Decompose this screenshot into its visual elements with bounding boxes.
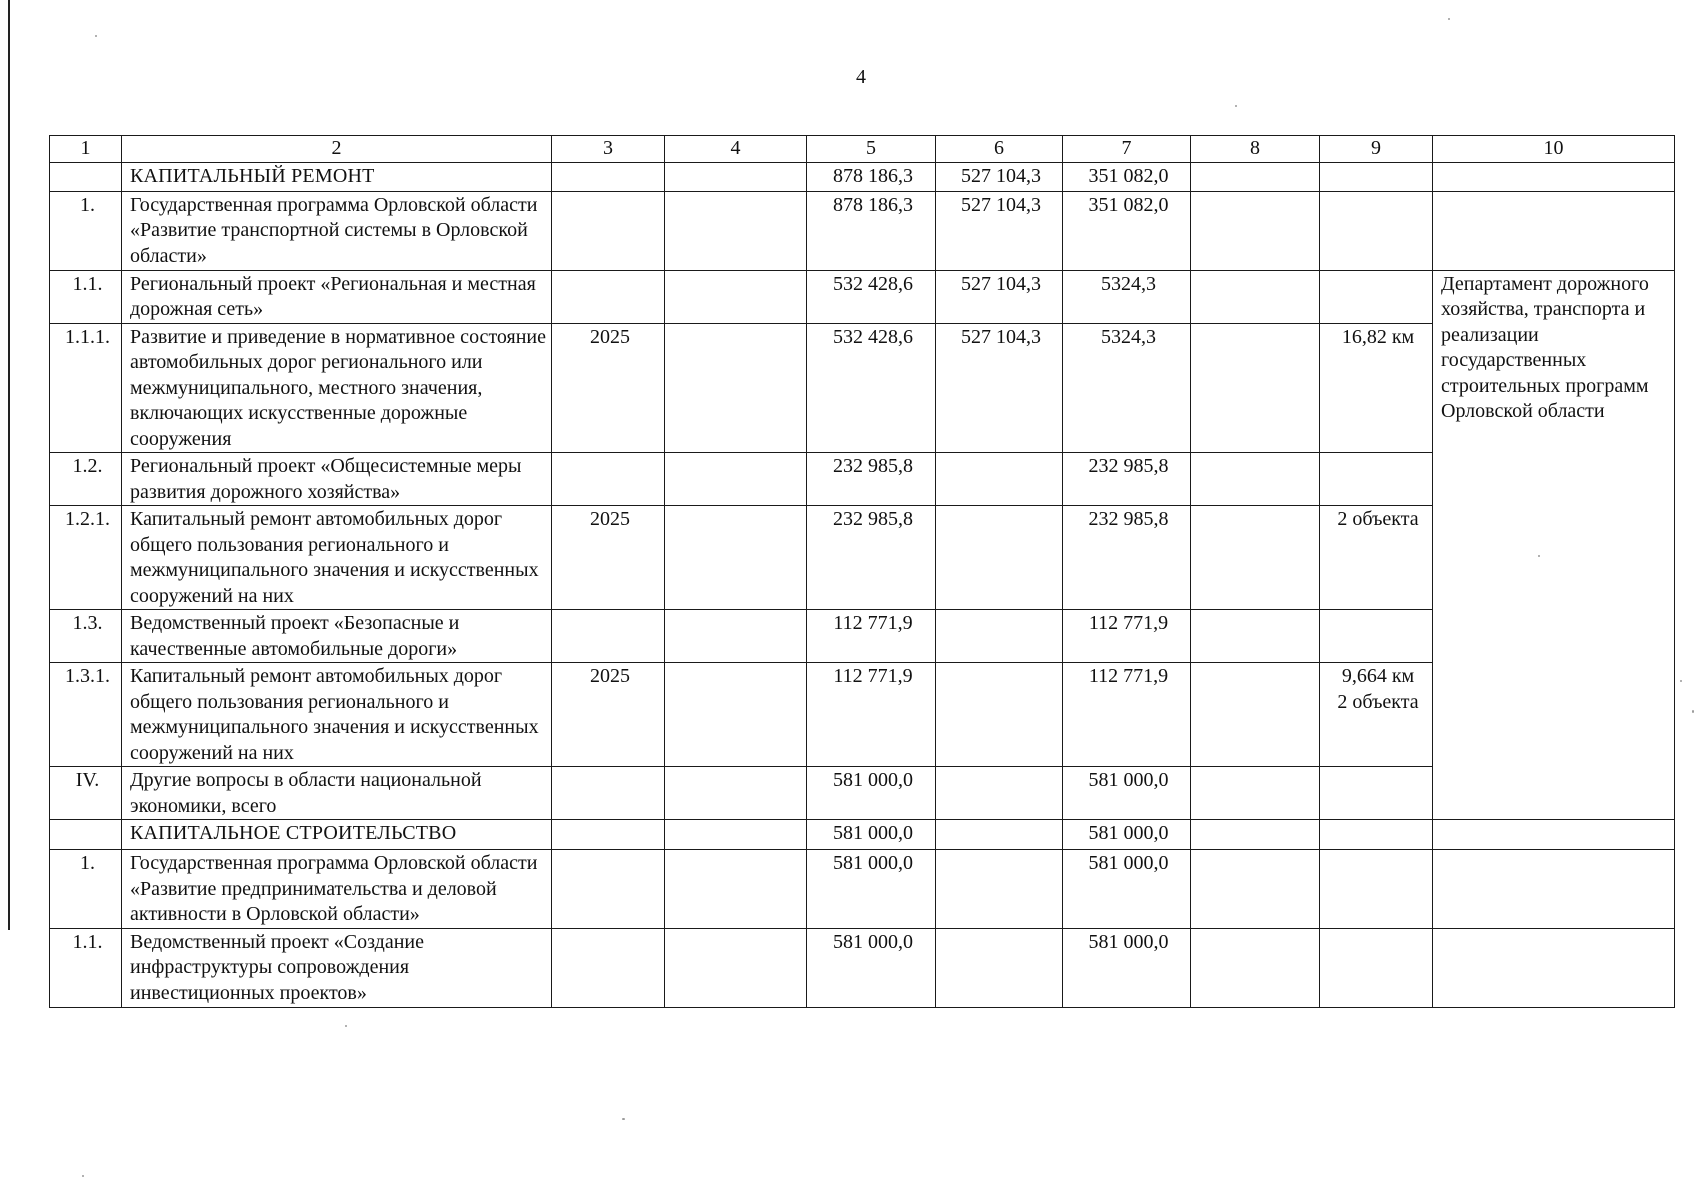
row-col6 — [936, 453, 1063, 506]
row-col6: 527 104,3 — [936, 270, 1063, 323]
row-year — [552, 850, 665, 929]
row-col7: 5324,3 — [1063, 323, 1191, 453]
row-col9 — [1320, 270, 1433, 323]
row-col8 — [1191, 928, 1320, 1007]
row-col4 — [665, 767, 807, 820]
column-number-9: 9 — [1320, 136, 1433, 163]
table-row — [50, 820, 1675, 850]
row-col10 — [1433, 820, 1675, 850]
row-col7: 112 771,9 — [1063, 663, 1191, 767]
row-col7: 5324,3 — [1063, 270, 1191, 323]
table-row — [50, 928, 1675, 1007]
column-number-1: 1 — [50, 136, 122, 163]
row-col8 — [1191, 663, 1320, 767]
row-name: Региональный проект «Общесистемные меры развития дорожного хозяйства» — [122, 453, 552, 506]
row-col7: 232 985,8 — [1063, 506, 1191, 610]
row-col7: 581 000,0 — [1063, 850, 1191, 929]
row-number: 1.3. — [50, 610, 122, 663]
row-col8 — [1191, 191, 1320, 270]
row-col10 — [1433, 162, 1675, 191]
column-number-2: 2 — [122, 136, 552, 163]
row-year — [552, 610, 665, 663]
row-col6: 527 104,3 — [936, 162, 1063, 191]
row-number: 1.2.1. — [50, 506, 122, 610]
row-number: 1.1.1. — [50, 323, 122, 453]
row-name: Капитальный ремонт автомобильных дорог общего пользования регионального и межмуниципального значения и искусственных сооружений на них — [122, 506, 552, 610]
row-col8 — [1191, 270, 1320, 323]
row-col6 — [936, 928, 1063, 1007]
scan-speck — [1448, 18, 1450, 20]
row-col5: 532 428,6 — [807, 270, 936, 323]
row-number — [50, 162, 122, 191]
row-number: 1.2. — [50, 453, 122, 506]
row-year — [552, 191, 665, 270]
row-col4 — [665, 850, 807, 929]
row-col5: 112 771,9 — [807, 610, 936, 663]
row-year: 2025 — [552, 663, 665, 767]
table-row — [50, 270, 1675, 323]
row-name: Государственная программа Орловской области «Развитие предпринимательства и деловой активности в Орловской области» — [122, 850, 552, 929]
page-number: 4 — [856, 66, 866, 88]
row-col5: 232 985,8 — [807, 506, 936, 610]
column-number-5: 5 — [807, 136, 936, 163]
row-col9 — [1320, 191, 1433, 270]
row-number: 1. — [50, 191, 122, 270]
column-number-3: 3 — [552, 136, 665, 163]
row-col8 — [1191, 323, 1320, 453]
row-col5: 232 985,8 — [807, 453, 936, 506]
row-col5: 581 000,0 — [807, 850, 936, 929]
row-year — [552, 767, 665, 820]
row-col4 — [665, 162, 807, 191]
row-col7: 581 000,0 — [1063, 820, 1191, 850]
row-number: 1.1. — [50, 928, 122, 1007]
row-name: Государственная программа Орловской области «Развитие транспортной системы в Орловской области» — [122, 191, 552, 270]
row-col4 — [665, 323, 807, 453]
result-length: 9,664 км — [1341, 665, 1415, 687]
table-row — [50, 663, 1675, 767]
table-header-row — [50, 136, 1675, 163]
scan-speck — [622, 1118, 625, 1120]
row-name: Ведомственный проект «Безопасные и качественные автомобильные дороги» — [122, 610, 552, 663]
row-col8 — [1191, 820, 1320, 850]
row-year — [552, 162, 665, 191]
row-col5: 581 000,0 — [807, 767, 936, 820]
row-name: КАПИТАЛЬНЫЙ РЕМОНТ — [122, 162, 552, 191]
row-col7: 581 000,0 — [1063, 767, 1191, 820]
row-col9: 2 объекта — [1320, 506, 1433, 610]
row-col8 — [1191, 767, 1320, 820]
row-col9 — [1320, 928, 1433, 1007]
row-col6: 527 104,3 — [936, 191, 1063, 270]
row-name: Развитие и приведение в нормативное состояние автомобильных дорог регионального или межмуниципального, местного значения, включающих искусственные дорожные сооружения — [122, 323, 552, 453]
row-name: Региональный проект «Региональная и местная дорожная сеть» — [122, 270, 552, 323]
table-row — [50, 191, 1675, 270]
row-year: 2025 — [552, 506, 665, 610]
scan-speck — [345, 1025, 347, 1027]
row-col7: 232 985,8 — [1063, 453, 1191, 506]
row-col5: 878 186,3 — [807, 191, 936, 270]
column-number-6: 6 — [936, 136, 1063, 163]
row-col5: 581 000,0 — [807, 820, 936, 850]
row-col4 — [665, 928, 807, 1007]
row-col6 — [936, 663, 1063, 767]
page-left-edge — [8, 0, 10, 930]
table-row — [50, 323, 1675, 453]
row-col10 — [1433, 191, 1675, 270]
row-col4 — [665, 663, 807, 767]
row-col4 — [665, 453, 807, 506]
row-col6 — [936, 610, 1063, 663]
row-col6 — [936, 850, 1063, 929]
scan-speck — [95, 35, 97, 37]
row-col4 — [665, 191, 807, 270]
scan-speck — [1538, 555, 1540, 557]
row-name: Капитальный ремонт автомобильных дорог общего пользования регионального и межмуниципального значения и искусственных сооружений на них — [122, 663, 552, 767]
row-col4 — [665, 820, 807, 850]
scan-speck — [1235, 105, 1237, 107]
row-number: 1. — [50, 850, 122, 929]
column-number-7: 7 — [1063, 136, 1191, 163]
table-row — [50, 162, 1675, 191]
row-year — [552, 928, 665, 1007]
row-col4 — [665, 610, 807, 663]
row-col4 — [665, 270, 807, 323]
row-name: КАПИТАЛЬНОЕ СТРОИТЕЛЬСТВО — [122, 820, 552, 850]
row-number: 1.1. — [50, 270, 122, 323]
row-col9 — [1320, 453, 1433, 506]
row-col9 — [1320, 850, 1433, 929]
row-col8 — [1191, 850, 1320, 929]
row-number: IV. — [50, 767, 122, 820]
row-col7: 581 000,0 — [1063, 928, 1191, 1007]
row-col6 — [936, 820, 1063, 850]
row-number — [50, 820, 122, 850]
row-col4 — [665, 506, 807, 610]
row-col9: 16,82 км — [1320, 323, 1433, 453]
row-col9 — [1320, 663, 1433, 767]
table-row — [50, 453, 1675, 506]
row-year — [552, 270, 665, 323]
column-number-4: 4 — [665, 136, 807, 163]
row-col5: 532 428,6 — [807, 323, 936, 453]
row-col5: 581 000,0 — [807, 928, 936, 1007]
row-col9 — [1320, 767, 1433, 820]
row-col6 — [936, 506, 1063, 610]
row-col7: 351 082,0 — [1063, 162, 1191, 191]
responsible-department: Департамент дорожного хозяйства, транспорта и реализации государственных строительных программ Орловской области — [1433, 270, 1675, 820]
row-col10 — [1433, 850, 1675, 929]
table-row — [50, 850, 1675, 929]
row-col7: 351 082,0 — [1063, 191, 1191, 270]
scan-speck — [1692, 710, 1694, 713]
row-col5: 878 186,3 — [807, 162, 936, 191]
row-name: Другие вопросы в области национальной экономики, всего — [122, 767, 552, 820]
row-year: 2025 — [552, 323, 665, 453]
scan-speck — [1680, 680, 1682, 682]
row-col6: 527 104,3 — [936, 323, 1063, 453]
scan-speck — [82, 1175, 84, 1177]
row-col8 — [1191, 506, 1320, 610]
row-col9 — [1320, 162, 1433, 191]
row-year — [552, 453, 665, 506]
row-year — [552, 820, 665, 850]
row-col8 — [1191, 610, 1320, 663]
budget-table — [49, 135, 1675, 1008]
result-objects: 2 объекта — [1337, 690, 1419, 713]
column-number-8: 8 — [1191, 136, 1320, 163]
row-col9 — [1320, 820, 1433, 850]
row-name: Ведомственный проект «Создание инфраструктуры сопровождения инвестиционных проектов» — [122, 928, 552, 1007]
row-col10 — [1433, 928, 1675, 1007]
column-number-10: 10 — [1433, 136, 1675, 163]
row-col8 — [1191, 453, 1320, 506]
table-row — [50, 767, 1675, 820]
row-col5: 112 771,9 — [807, 663, 936, 767]
row-number: 1.3.1. — [50, 663, 122, 767]
row-col6 — [936, 767, 1063, 820]
table-row — [50, 506, 1675, 610]
row-col9 — [1320, 610, 1433, 663]
row-col7: 112 771,9 — [1063, 610, 1191, 663]
row-col8 — [1191, 162, 1320, 191]
table-row — [50, 610, 1675, 663]
